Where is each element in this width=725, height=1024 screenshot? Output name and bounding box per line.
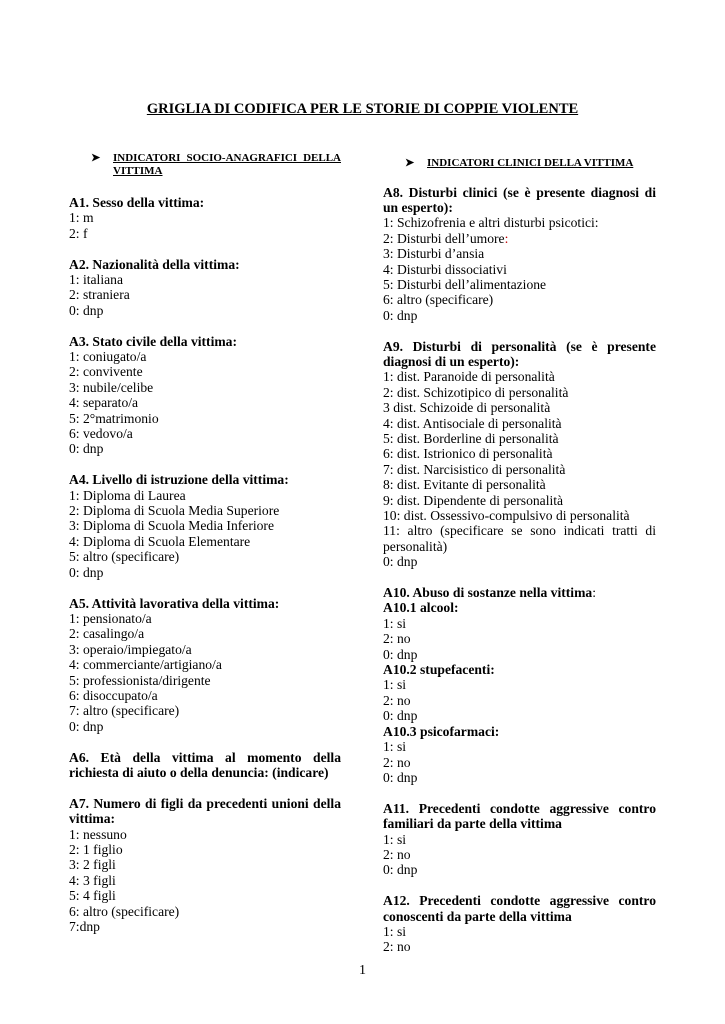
option: 9: dist. Dipendente di personalità xyxy=(383,492,564,508)
question: A3. Stato civile della vittima: xyxy=(69,333,238,349)
question: A6. Età della vittima al momento della richiesta di aiuto o della denuncia: (indicare) xyxy=(69,749,341,780)
option: 0: dnp xyxy=(383,862,418,878)
option: 6: altro (specificare) xyxy=(69,903,180,919)
option: 2: no xyxy=(383,846,411,862)
option: 7: dist. Narcisistico di personalità xyxy=(383,461,566,477)
spacer xyxy=(69,780,341,795)
spacer xyxy=(69,457,341,472)
option: 0: dnp xyxy=(69,302,104,318)
option: 0: dnp xyxy=(383,708,418,724)
option: 5: 2°matrimonio xyxy=(69,410,159,426)
option: 10: dist. Ossessivo-compulsivo di personalità xyxy=(383,508,630,524)
option: 5: professionista/dirigente xyxy=(69,672,211,688)
option: 0: dnp xyxy=(69,564,104,580)
option: 1: Diploma di Laurea xyxy=(69,487,186,503)
option: 2: 1 figlio xyxy=(69,841,123,857)
option: 2: no xyxy=(383,939,411,955)
option: 1: si xyxy=(383,677,407,693)
a10-subquestions xyxy=(383,600,656,785)
option: 3: operaio/impiegato/a xyxy=(69,641,192,657)
option: 4: Diploma di Scuola Elementare xyxy=(69,533,251,549)
option: 1: nessuno xyxy=(69,826,127,842)
a11-options xyxy=(383,832,656,878)
option: 3 dist. Schizoide di personalità xyxy=(383,400,551,416)
option: 1: si xyxy=(383,923,407,939)
question-a10: A10. Abuso di sostanze nella vittima: xyxy=(383,585,596,601)
question-a9: A9. Disturbi di personalità (se è presente diagnosi di un esperto): xyxy=(383,338,656,369)
option: 4: separato/a xyxy=(69,395,139,411)
left-column xyxy=(69,152,341,934)
option: 6: vedovo/a xyxy=(69,426,133,442)
option: 1: coniugato/a xyxy=(69,349,147,365)
question: A4. Livello di istruzione della vittima: xyxy=(69,472,289,488)
section-heading-socio-anagrafici: ➤ INDICATORI SOCIO-ANAGRAFICI DELLA VITTIMA xyxy=(91,152,341,177)
option: 8: dist. Evitante di personalità xyxy=(383,477,546,493)
option: 6: dist. Istrionico di personalità xyxy=(383,446,553,462)
spacer xyxy=(69,734,341,749)
option: 2: casalingo/a xyxy=(69,626,145,642)
a12-options xyxy=(383,924,656,955)
option: 1: si xyxy=(383,739,407,755)
option: 3: Disturbi d’ansia xyxy=(383,246,485,262)
option: 2: convivente xyxy=(69,364,143,380)
option: 1: Schizofrenia e altri disturbi psicotici: xyxy=(383,215,599,231)
option: 2: straniera xyxy=(69,287,130,303)
option: 1: pensionato/a xyxy=(69,610,152,626)
option: 0: dnp xyxy=(383,646,418,662)
option: 2: Disturbi dell’umore: xyxy=(383,230,509,246)
option: 2: no xyxy=(383,692,411,708)
question-a12: A12. Precedenti condotte aggressive contro conoscenti da parte della vittima xyxy=(383,893,656,924)
a9-options xyxy=(383,369,656,569)
option: 1: m xyxy=(69,210,94,226)
option: 0: dnp xyxy=(69,718,104,734)
subquestion: A10.1 alcool: xyxy=(383,600,459,616)
option: 0: dnp xyxy=(69,441,104,457)
option: 1: italiana xyxy=(69,272,123,288)
left-questions xyxy=(69,195,341,934)
option: 1: si xyxy=(383,615,407,631)
right-column xyxy=(383,152,656,955)
option: 3: Diploma di Scuola Media Inferiore xyxy=(69,518,274,534)
option: 3: 2 figli xyxy=(69,857,116,873)
option: 4: dist. Antisociale di personalità xyxy=(383,415,562,431)
question-a11: A11. Precedenti condotte aggressive contro familiari da parte della vittima xyxy=(383,800,656,832)
arrow-bullet-icon: ➤ xyxy=(405,157,415,169)
option: 1: si xyxy=(383,831,407,847)
option: 7:dnp xyxy=(69,919,100,934)
page-number: 1 xyxy=(359,963,366,978)
option: 2: f xyxy=(69,225,88,241)
question-a8: A8. Disturbi clinici (se è presente diagnosi di un esperto): xyxy=(383,184,656,215)
option: 5: 4 figli xyxy=(69,888,116,904)
option: 11: altro (specificare se sono indicati tratti di personalità) xyxy=(383,523,656,554)
spacer xyxy=(69,318,341,333)
option: 2: no xyxy=(383,631,411,647)
document-title: GRIGLIA DI CODIFICA PER LE STORIE DI COPPIE VIOLENTE xyxy=(146,101,579,117)
option: 5: dist. Borderline di personalità xyxy=(383,430,559,446)
option: 1: dist. Paranoide di personalità xyxy=(383,369,555,385)
question: A2. Nazionalità della vittima: xyxy=(69,256,240,272)
option: 6: disoccupato/a xyxy=(69,687,158,703)
a8-options xyxy=(383,246,656,323)
option: 2: no xyxy=(383,754,411,770)
question: A5. Attività lavorativa della vittima: xyxy=(69,595,280,611)
question: A7. Numero di figli da precedenti unioni della vittima: xyxy=(69,795,341,827)
question: A1. Sesso della vittima: xyxy=(69,195,205,210)
option: 4: Disturbi dissociativi xyxy=(383,261,507,277)
option: 7: altro (specificare) xyxy=(69,703,180,719)
option: 5: Disturbi dell’alimentazione xyxy=(383,276,547,292)
spacer xyxy=(69,241,341,256)
option: 5: altro (specificare) xyxy=(69,549,180,565)
option: 6: altro (specificare) xyxy=(383,292,494,308)
option: 0: dnp xyxy=(383,769,418,785)
option: 4: commerciante/artigiano/a xyxy=(69,657,222,673)
option: 2: Diploma di Scuola Media Superiore xyxy=(69,503,280,519)
subquestion: A10.3 psicofarmaci: xyxy=(383,723,500,739)
spacer xyxy=(69,580,341,595)
option: 4: 3 figli xyxy=(69,872,116,888)
arrow-bullet-icon: ➤ xyxy=(91,152,101,164)
subquestion: A10.2 stupefacenti: xyxy=(383,662,495,678)
option: 0: dnp xyxy=(383,307,418,323)
section-heading-clinici: ➤ INDICATORI CLINICI DELLA VITTIMA xyxy=(405,157,634,169)
option: 3: nubile/celibe xyxy=(69,379,154,395)
option: 2: dist. Schizotipico di personalità xyxy=(383,384,569,400)
option: 0: dnp xyxy=(383,554,418,570)
